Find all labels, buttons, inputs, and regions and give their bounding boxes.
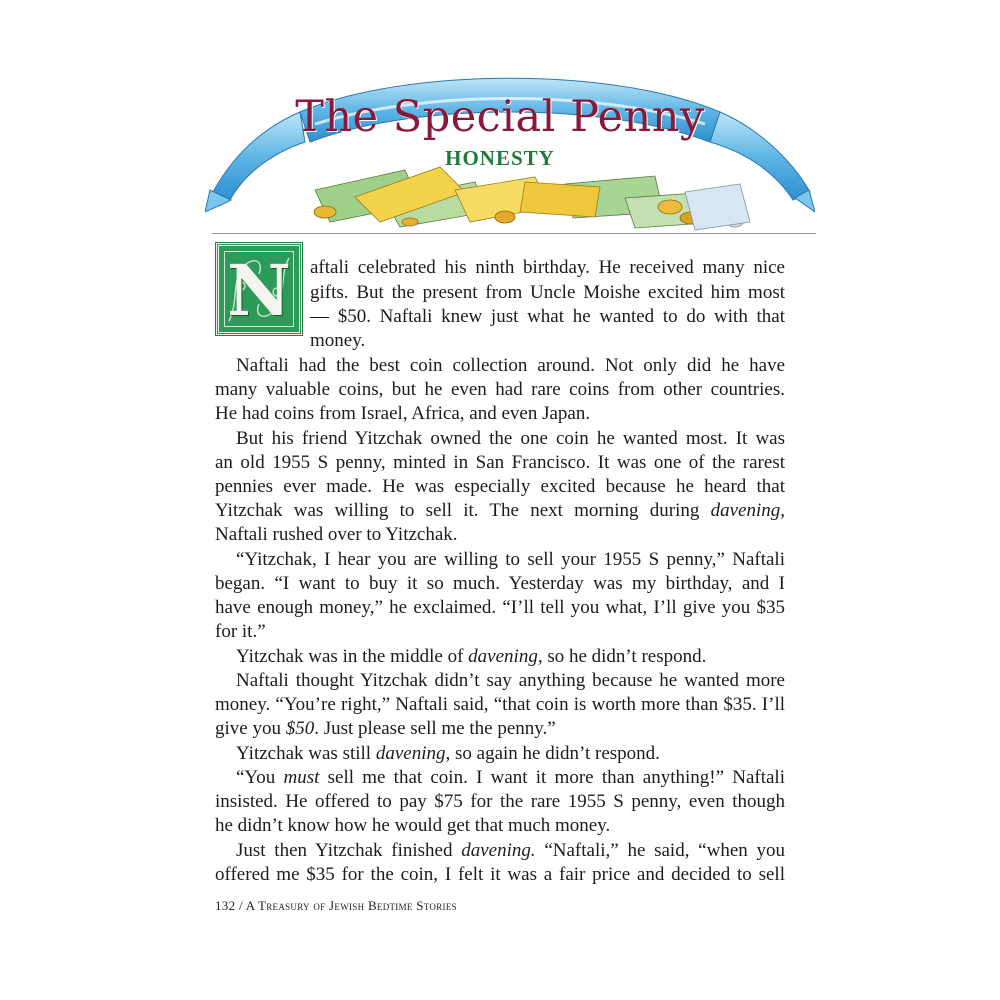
italic-term: davening.: [461, 840, 536, 861]
body-text-line: [236, 839, 785, 863]
body-text-line: [215, 499, 785, 523]
body-text-line: “Yitzchak, I hear you are willing to sell your 1955 S penny,” Naftali: [236, 549, 785, 570]
body-text-line: have enough money,” he exclaimed. “I’ll tell you what, I’ll give you $35: [215, 597, 785, 618]
body-text-line: Naftali thought Yitzchak didn’t say anything because he wanted more: [236, 670, 785, 691]
story-title: The Special Penny: [295, 92, 705, 142]
body-text-line: [215, 717, 785, 741]
italic-term: davening,: [710, 500, 785, 521]
body-text-line: But his friend Yitzchak owned the one coin he wanted most. It was: [236, 428, 785, 449]
text-run: give you: [215, 718, 286, 739]
drop-cap: [216, 243, 302, 335]
page-footer: 132 / A Treasury of Jewish Bedtime Stories: [215, 898, 457, 913]
body-text-line: an old 1955 S penny, minted in San Francisco. It was one of the rarest: [215, 452, 785, 473]
drop-cap-letter: N: [227, 249, 291, 332]
text-run: sell me that coin. I want it more than anything!” Naftali: [319, 767, 785, 788]
text-run: so again he didn’t respond.: [450, 743, 660, 764]
body-text-line: Naftali had the best coin collection around. Not only did he have: [236, 355, 785, 376]
italic-term: $50: [285, 718, 315, 739]
text-run: Just then Yitzchak finished: [236, 840, 462, 861]
story-theme: HONESTY: [445, 146, 555, 170]
header-divider: [212, 233, 816, 234]
body-text-line: [236, 742, 785, 766]
text-run: Yitzchak was willing to sell it. The next morning during: [215, 500, 711, 521]
body-text-line: began. “I want to buy it so much. Yesterday was my birthday, and I: [215, 573, 785, 594]
body-text-line: aftali celebrated his ninth birthday. He received many nice: [310, 257, 785, 278]
body-text-line: money.: [310, 330, 366, 351]
body-text-line: [236, 645, 785, 669]
body-text-line: money. “You’re right,” Naftali said, “that coin is worth more than $35. I’ll: [215, 694, 785, 715]
body-text-line: pennies ever made. He was especially excited because he heard that: [215, 476, 785, 497]
body-text-line: gifts. But the present from Uncle Moishe excited him most: [310, 282, 785, 303]
body-text-line: [236, 766, 785, 790]
body-text-line: he didn’t know how he would get that much money.: [215, 815, 611, 836]
body-text-line: insisted. He offered to pay $75 for the rare 1955 S penny, even though: [215, 791, 785, 812]
body-text-line: — $50. Naftali knew just what he wanted to do with that: [310, 306, 785, 327]
body-text-line: for it.”: [215, 621, 266, 642]
text-run: “Naftali,” he said, “when you: [535, 840, 785, 861]
text-run: “You: [236, 767, 284, 788]
text-run: so he didn’t respond.: [542, 646, 707, 667]
body-text-line: many valuable coins, but he even had rare coins from other countries.: [215, 379, 785, 400]
italic-term: davening,: [468, 646, 543, 667]
body-text-line: He had coins from Israel, Africa, and even Japan.: [215, 403, 591, 424]
italic-term: must: [283, 767, 320, 788]
text-run: Yitzchak was still: [236, 743, 376, 764]
body-text-line: offered me $35 for the coin, I felt it was a fair price and decided to sell: [215, 864, 785, 885]
body-text-line: Naftali rushed over to Yitzchak.: [215, 524, 458, 545]
text-run: Yitzchak was in the middle of: [236, 646, 469, 667]
text-run: . Just please sell me the penny.”: [314, 718, 556, 739]
italic-term: davening,: [375, 743, 451, 764]
